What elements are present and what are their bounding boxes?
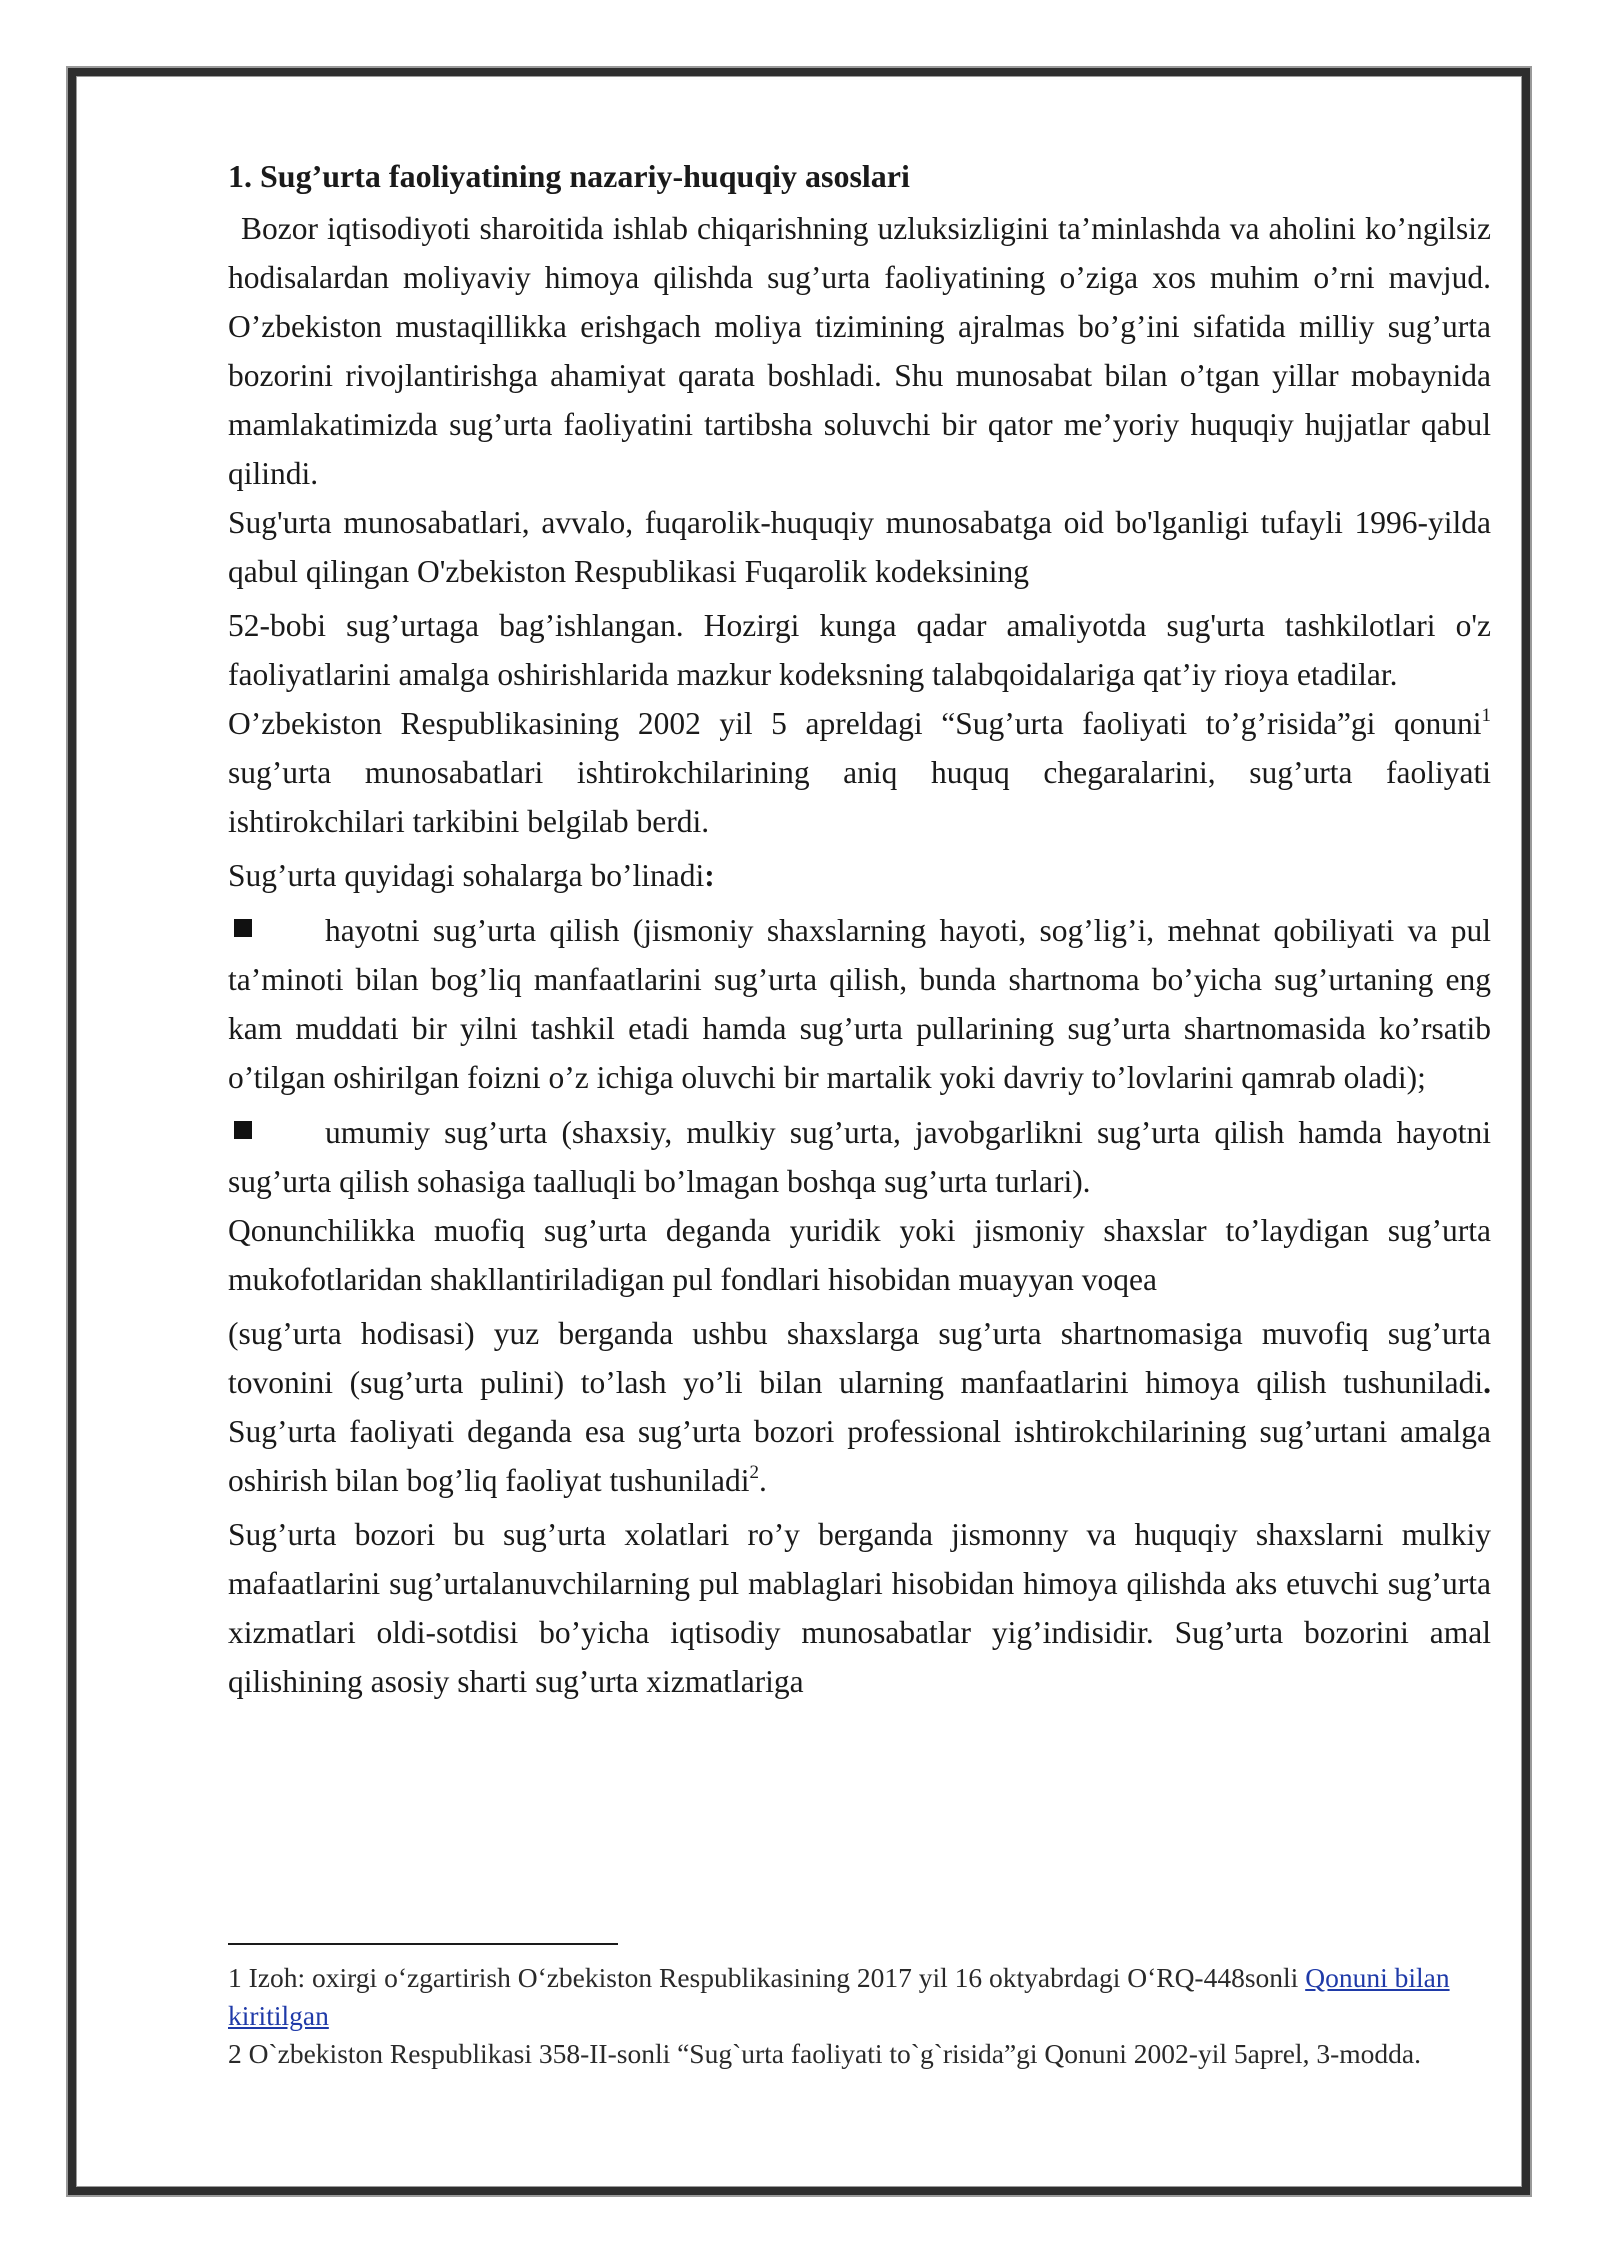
page-title: 1. Sug’urta faoliyatining nazariy-huquqiy asoslari: [228, 158, 910, 194]
paragraph-civil-code: Sug'urta munosabatlari, avvalo, fuqarolik-huquqiy munosabatga oid bo'lganligi tufayli 1996-yilda qabul qilingan O'zbekiston Respublikasi Fuqarolik kodeksining: [228, 505, 1491, 589]
paragraph-law-2002-start: O’zbekiston Respublikasining 2002 yil 5 apreldagi “Sug’urta faoliyati to’g’risida”gi qonuni: [228, 706, 1482, 741]
definition-text: (sug’urta hodisasi) yuz berganda ushbu shaxslarga sug’urta shartnomasiga muvofiq sug’urta tovonini (sug’urta pulini) to’lash yo’li bilan ularning manfaatlarini himoya qilish tushuniladi: [228, 1316, 1491, 1400]
document-body: [228, 152, 1491, 1706]
footnote-1: [228, 1959, 1491, 2035]
paragraph-list-intro: [228, 851, 1491, 900]
paragraph-definition: [228, 1309, 1491, 1505]
paragraph-intro: Bozor iqtisodiyoti sharoitida ishlab chiqarishning uzluksizligini ta’minlashda va aholini ko’ngilsiz hodisalardan moliyaviy himoya qilishda sug’urta faoliyatining o’ziga xos muhim o’rni mavjud. O’zbekiston mustaqillikka erishgach moliya tizimining ajralmas bo’g’ini sifatida milliy sug’urta bozorini rivojlantirishga ahamiyat qarata boshladi. Shu munosabat bilan o’tgan yillar mobaynida mamlakatimizda sug’urta faoliyatini tartibsha soluvchi bir qator me’yoriy huquqiy hujjatlar qabul qilindi.: [228, 211, 1491, 491]
list-item-life-insurance: [228, 906, 1491, 1102]
list-intro-text: Sug’urta quyidagi sohalarga bo’linadi: [228, 858, 705, 893]
square-bullet-icon: [234, 919, 252, 937]
footnotes: [228, 1959, 1491, 2073]
paragraph-chapter-52: 52-bobi sug’urtaga bag’ishlangan. Hozirgi kunga qadar amaliyotda sug'urta tashkilotlari o'z faoliyatlarini amalga oshirishlarida mazkur kodeksning talabqoidalariga qat’iy rioya etadilar.: [228, 608, 1491, 692]
footnote-1-text: 1 Izoh: oxirgi oʻzgartirish Oʻzbekiston Respublikasining 2017 yil 16 oktyabrdagi OʻRQ-448sonli: [228, 1962, 1306, 1993]
paragraph-definition-line: Qonunchilikka muofiq sug’urta deganda yuridik yoki jismoniy shaxslar to’laydigan sug’urta mukofotlaridan shakllantiriladigan pul fondlari hisobidan muayyan voqea: [228, 1213, 1491, 1297]
square-bullet-icon: [234, 1121, 252, 1139]
definition-activity-text: Sug’urta faoliyati deganda esa sug’urta bozori professional ishtirokchilarining sug’urtani amalga oshirish bilan bog’liq faoliyat tushuniladi: [228, 1414, 1491, 1498]
footnote-2: 2 O`zbekiston Respublikasi 358-II-sonli “Sug`urta faoliyati to`g`risida”gi Qonuni 2002-yil 5aprel, 3-modda.: [228, 2038, 1421, 2069]
list-item-text: umumiy sug’urta (shaxsiy, mulkiy sug’urta, javobgarlikni sug’urta qilish hamda hayotni sug’urta qilish sohasiga taalluqli bo’lmagan boshqa sug’urta turlari).: [228, 1115, 1491, 1199]
footnote-divider: [228, 1943, 618, 1945]
definition-end: .: [758, 1463, 767, 1498]
footnote-1-link[interactable]: Qonuni bilan kiritilgan: [228, 1962, 1450, 2031]
list-intro-colon: :: [704, 858, 715, 893]
paragraph-law-2002-end: sug’urta munosabatlari ishtirokchilarining aniq huquq chegaralarini, sug’urta faoliyati ishtirokchilari tarkibini belgilab berdi.: [228, 755, 1491, 839]
paragraph-law-2002: [228, 699, 1491, 846]
list-item-text: hayotni sug’urta qilish (jismoniy shaxslarning hayoti, sog’lig’i, mehnat qobiliyati va pul ta’minoti bilan bog’liq manfaatlarini sug’urta qilish, bunda shartnoma bo’yicha sug’urtaning eng kam muddati bir yilni tashkil etadi hamda sug’urta pullarining sug’urta shartnomasida ko’rsatib o’tilgan oshirilgan foizni o’z ichiga oluvchi bir martalik yoki davriy to’lovlarini qamrab oladi);: [228, 913, 1491, 1095]
paragraph-insurance-market: Sug’urta bozori bu sug’urta xolatlari ro’y berganda jismonny va huquqiy shaxslarni mulkiy mafaatlarini sug’urtalanuvchilarning pul mablaglari hisobidan himoya qilishda aks etuvchi sug’urta xizmatlari oldi-sotdisi bo’yicha iqtisodiy munosabatlar yig’indisidir. Sug’urta bozorini amal qilishining asosiy sharti sug’urta xizmatlariga: [228, 1517, 1491, 1699]
definition-bold-dot: .: [1483, 1365, 1491, 1400]
footnote-ref-1[interactable]: 1: [1481, 704, 1491, 726]
footnote-ref-2[interactable]: 2: [749, 1461, 759, 1483]
list-item-general-insurance: [228, 1108, 1491, 1206]
